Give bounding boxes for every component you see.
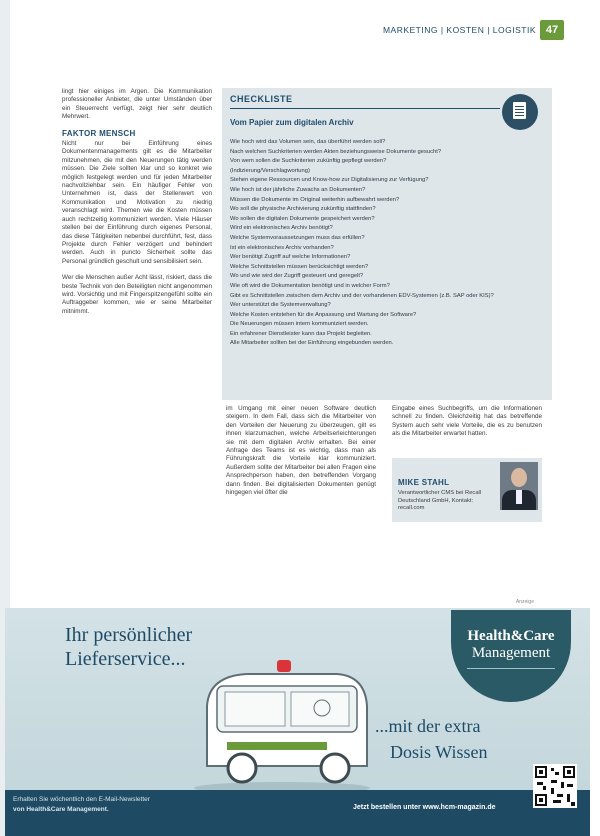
checklist-item: Wie hoch wird das Volumen sein, das überführt werden soll? <box>230 139 386 145</box>
advertisement[interactable] <box>5 608 590 836</box>
intro-paragraph: lingt hier einiges im Argen. Die Kommunikation professioneller Anbieter, die unter Umständen über ein Steuerrecht verfügt, zeigt hier sehr deutlich Mehrwert. <box>62 88 212 121</box>
checklist-item: Wie oft wird die Dokumentation benötigt und in welcher Form? <box>230 282 390 289</box>
checklist-item: Stehen eigene Ressourcen und Know-how zur Digitalisierung zur Verfügung? <box>230 177 429 184</box>
checklist-item: Welche Kosten entstehen für die Anpassung und Wartung der Software? <box>230 311 417 318</box>
checklist-item: Von wem sollen die Suchkriterien zukünftig gepflegt werden? <box>230 158 387 165</box>
subheading-faktor-mensch: FAKTOR MENSCH <box>62 128 136 138</box>
ad-footer <box>5 790 590 836</box>
ad-tagline: Dosis Wissen <box>390 742 488 762</box>
checklist-item: Wo sollen die digitalen Dokumente gespeichert werden? <box>230 215 375 222</box>
left-column <box>62 88 212 324</box>
ad-tagline: ...mit der extra <box>375 716 481 736</box>
checklist-item: Ist ein elektronisches Archiv vorhanden? <box>230 244 334 251</box>
checklist-item: Wer unterstützt die Systemverwaltung? <box>230 302 331 309</box>
checklist-item: Alle Mitarbeiter sollten bei der Einführung eingebunden werden. <box>230 340 394 347</box>
ad-footer-text: Erhalten Sie wöchentlich den E-Mail-Newsletter <box>13 796 150 803</box>
checklist-box <box>222 88 552 400</box>
checklist-item: Nach welchen Suchkriterien werden Akten beziehungsweise Dokumente gesucht? <box>230 148 442 155</box>
document-icon <box>502 94 538 130</box>
ambulance-illustration <box>187 646 377 796</box>
checklist-item: (Indizierung/Verschlagwortung) <box>230 167 310 174</box>
right-column: Eingabe eines Suchbegriffs, um die Informationen schnell zu finden. Gleichzeitig hat das betreffende System auch sehr viele Vorteile, die es zu benutzen als die Mitarbeiter erwartet hatten. <box>392 405 542 438</box>
section-title: MARKETING | KOSTEN | LOGISTIK <box>382 25 536 35</box>
checklist-item: Müssen die Dokumente im Original weiterhin aufbewahrt werden? <box>230 196 400 203</box>
author-bio: Verantwortlicher CMS bei Recall Deutschland GmbH, Kontakt: recall.com <box>398 490 482 512</box>
ad-label: Anzeige <box>515 599 534 605</box>
ad-headline: Lieferservice... <box>65 648 186 670</box>
author-photo <box>500 462 538 510</box>
checklist-divider <box>230 108 500 109</box>
checklist-title: Vom Papier zum digitalen Archiv <box>230 118 354 127</box>
checklist-item: Welche Schnittstellen müssen berücksichtigt werden? <box>230 263 369 270</box>
ad-headline: Ihr persönlicher <box>65 624 193 646</box>
checklist-items <box>230 138 540 349</box>
body-paragraph-1: Nicht nur bei Einführung eines Dokumentenmanagements gilt es die Mitarbeiter mitzunehmen, die mit den Neuerungen tätig werden müssen. Die Ziele sollten klar und so konkret wie möglich festgelegt werden und für jeden Mitarbeiter nachvollziehbar sein. Ein häufiger Fehler von Unternehmen ist, dass der Stellenwert von Kommunikation und Motivation zu niedrig veranschlagt wird. Themen wie die Kosten müssen auch rechtzeitig kommuniziert werden. Viele Häuser stellen bei der Einführung durch eigenes Personal, das diese Tätigkeiten nebenbei durchführt, fest, dass Projekte durch Fehler verzögert und behindert werden. Auch in puncto Sicherheit sollte das Personal gründlich geschult und sensibilisiert sein. <box>62 140 212 265</box>
middle-column: im Umgang mit einer neuen Software deutlich steigern. In dem Fall, dass sich die Mitarbeiter von den Vorteilen der Neuerung zu überzeugen, gilt es ihnen klarzumachen, welche Arbeitserleichterungen sie mit dem digitalen Archiv erhalten. Bei einer Anfrage des Teams ist es wichtig, dass man als Führungskraft die Vorteile klar kommuniziert. Außerdem sollte der Mitarbeiter bei allen Fragen eine Ansprechperson haben, den betreffenden Vorgang dann finden. Bei digitalisierten Dokumenten genügt hingegen viel öfter die <box>226 405 376 497</box>
author-name: MIKE STAHL <box>398 478 450 487</box>
checklist-item: Wo soll die physische Archivierung zukünftig stattfinden? <box>230 206 376 213</box>
ad-footer-text: von Health&Care Management. <box>13 806 109 813</box>
page-number: 47 <box>540 20 564 40</box>
checklist-item: Ein erfahrener Dienstleister kann das Projekt begleiten. <box>230 330 372 337</box>
author-box <box>392 458 542 522</box>
checklist-item: Gibt es Schnittstellen zwischen dem Archiv und der vorhandenen EDV-Systemen (z.B. SAP oder KIS)? <box>230 292 494 299</box>
body-paragraph-2: Wer die Menschen außer Acht lässt, riskiert, dass die beste Technik von den Beteiligten nicht angenommen wird. Vorsichtig und mit Fingerspitzengefühl sollte ein Auftraggeber kommen, wie er seine Mitarbeiter mitnimmt. <box>62 274 212 315</box>
ad-order-link[interactable]: Jetzt bestellen unter www.hcm-magazin.de <box>353 804 496 811</box>
checklist-item: Die Neuerungen müssen intern kommuniziert werden. <box>230 321 369 328</box>
checklist-item: Wer benötigt Zugriff auf welche Informationen? <box>230 254 351 261</box>
checklist-label: CHECKLISTE <box>230 94 293 104</box>
logo-line-2: Management <box>471 645 551 661</box>
page-header <box>0 20 600 42</box>
qr-code-icon[interactable] <box>533 764 577 808</box>
checklist-item: Wird ein elektronisches Archiv benötigt? <box>230 225 333 232</box>
magazine-logo <box>451 610 571 702</box>
checklist-item: Wie hoch ist der jährliche Zuwachs an Dokumenten? <box>230 186 366 193</box>
logo-line-1: Health&Care <box>467 628 555 644</box>
checklist-item: Wo und wie wird der Zugriff gesteuert und geregelt? <box>230 273 364 280</box>
checklist-item: Welche Systemvoraussetzungen muss das erfüllen? <box>230 234 365 241</box>
